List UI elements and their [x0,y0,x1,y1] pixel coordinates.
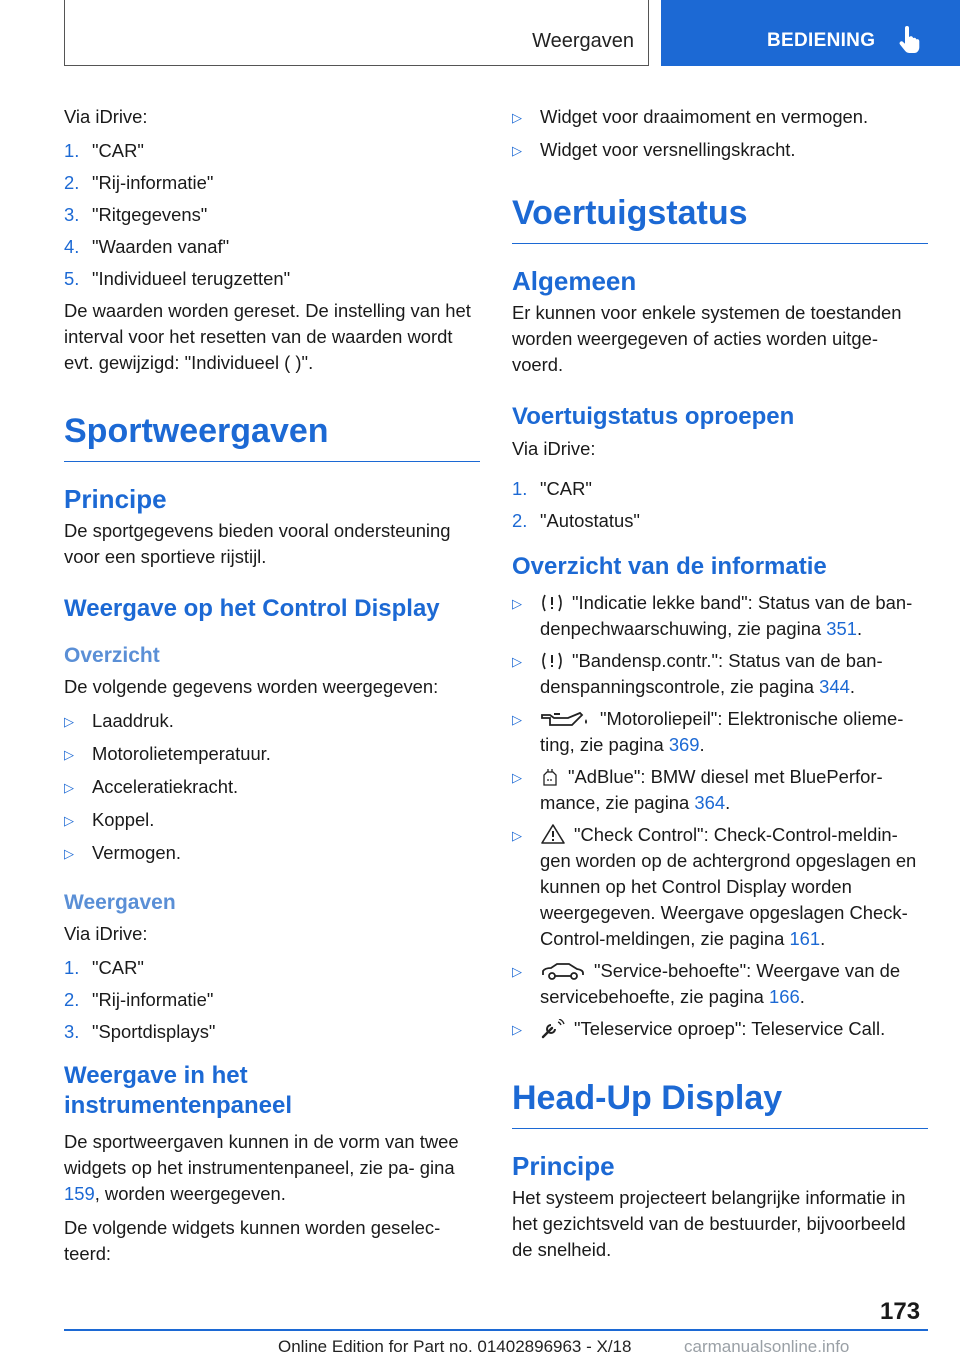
widgets-paragraph: De volgende widgets kunnen worden geselec‐ teerd: [64,1217,441,1264]
list-item: ▷ "Indicatie lekke band": Status van de ban‐ denpechwaarschuwing, zie pagina 351. [512,592,913,639]
tire-warning-icon [540,593,564,613]
hud-paragraph: Het systeem projecteert belangrijke informatie in het gezichtsveld van de bestuurder, bijvoorbeeld de snelheid. [512,1187,906,1260]
heading-algemeen: Algemeen [512,266,637,296]
header-section-box [64,0,649,66]
footer-watermark[interactable]: carmanualsonline.info [684,1337,850,1356]
reset-steps-list [64,138,480,292]
page-link[interactable]: 364 [694,792,726,813]
page-link[interactable]: 159 [64,1183,95,1204]
heading-voertuigstatus-oproepen: Voertuigstatus oproepen [512,403,795,430]
list-item: 1. "CAR" [512,478,592,499]
page-link[interactable]: 344 [819,676,850,697]
overzicht-paragraph: De volgende gegevens worden weergegeven: [64,676,439,697]
oil-can-icon [540,709,592,729]
heading-weergaven: Weergaven [64,891,176,914]
list-item: ▷ Widget voor versnellingskracht. [512,139,796,160]
list-item: ▷ "Service-behoefte": Weergave van de servicebehoefte, zie pagina 166. [512,960,901,1007]
instrument-paragraph: De sportweergaven kunnen in de vorm van twee widgets op het instrumentenpaneel, zie pa‐ gina 159, worden weergegeven. [64,1131,459,1204]
list-item: ▷ Motorolietemperatuur. [64,743,271,764]
widget-bullets-list [512,104,928,164]
page-link[interactable]: 351 [826,618,857,639]
heading-overzicht-informatie: Overzicht van de informatie [512,553,827,580]
list-item: 1. "CAR" [64,140,144,161]
footer-edition-text: Online Edition for Part no. 01402896963 - X/18 [278,1337,632,1356]
service-car-icon [540,961,586,981]
left-column [64,104,480,1275]
list-item: ▷ "Check Control": Check-Control-meldin‐ gen worden op de achtergrond opgeslagen en kunnen op het Control Display worden weergegeven. Weergave opgeslagen Check- Control-meldingen, zie pagina 161. [512,824,917,949]
list-item: ▷ Laaddruk. [64,710,174,731]
page-link[interactable]: 166 [769,986,800,1007]
heading-overzicht: Overzicht [64,644,160,667]
list-item: ▷ "Motoroliepeil": Elektronische olieme‐ ting, zie pagina 369. [512,708,904,755]
list-item: 3. "Sportdisplays" [64,1021,216,1042]
list-item: ▷ Acceleratiekracht. [64,776,239,797]
intro-text-right: Via iDrive: [512,438,596,459]
teleservice-wrench-icon [540,1019,566,1039]
reset-paragraph: De waarden worden gereset. De instelling van het interval voor het resetten van de waarden wordt evt. gewijzigd: "Individueel ( )". [64,300,471,373]
list-item: ▷ "Teleservice oproep": Teleservice Call. [512,1018,886,1039]
heading-voertuigstatus: Voertuigstatus [512,194,928,244]
page-number: 173 [880,1298,921,1325]
list-item: ▷ "AdBlue": BMW diesel met BluePerfor‐ mance, zie pagina 364. [512,766,883,813]
list-item: 1. "CAR" [64,957,144,978]
page-link[interactable]: 369 [668,734,700,755]
list-item: ▷ "Bandensp.contr.": Status van de ban‐ denspanningscontrole, zie pagina 344. [512,650,883,697]
algemeen-paragraph: Er kunnen voor enkele systemen de toestanden worden weergegeven of acties worden uitge‐ voerd. [512,302,902,375]
hand-pointer-icon [897,26,921,54]
status-steps-list [512,476,928,534]
footer-divider [64,1329,928,1331]
heading-control-display: Weergave op het Control Display [64,595,440,622]
data-bullets-list [64,708,480,867]
header-section-title: Weergaven [532,30,634,52]
header-chapter-label: BEDIENING [767,30,876,51]
principe-paragraph: De sportgegevens bieden vooral ondersteuning voor een sportieve rijstijl. [64,520,451,567]
list-item: ▷ Koppel. [64,809,155,830]
list-item: ▷ Vermogen. [64,842,181,863]
heading-principe: Principe [64,484,167,514]
list-item: 2. "Rij-informatie" [64,172,214,193]
list-item: 5. "Individueel terugzetten" [64,268,291,289]
tire-pressure-icon [540,651,564,671]
heading-sportweergaven: Sportweergaven [64,412,480,462]
adblue-icon [540,767,560,787]
list-item: 2. "Autostatus" [512,510,640,531]
info-list [512,590,928,1043]
heading-head-up-display: Head-Up Display [512,1079,928,1129]
list-item: 3. "Ritgegevens" [64,204,208,225]
heading-instrumentenpaneel: Weergave in het instrumentenpaneel [64,1062,293,1119]
right-column [512,104,928,1271]
warning-triangle-icon [540,823,566,845]
intro-text-2: Via iDrive: [64,923,148,944]
header-chapter-tab [661,0,960,66]
heading-principe-hud: Principe [512,1151,615,1181]
list-item: ▷ Widget voor draaimoment en vermogen. [512,106,869,127]
page-link[interactable]: 161 [789,928,821,949]
list-item: 4. "Waarden vanaf" [64,236,230,257]
intro-text: Via iDrive: [64,106,148,127]
sport-steps-list [64,955,480,1045]
list-item: 2. "Rij-informatie" [64,989,214,1010]
